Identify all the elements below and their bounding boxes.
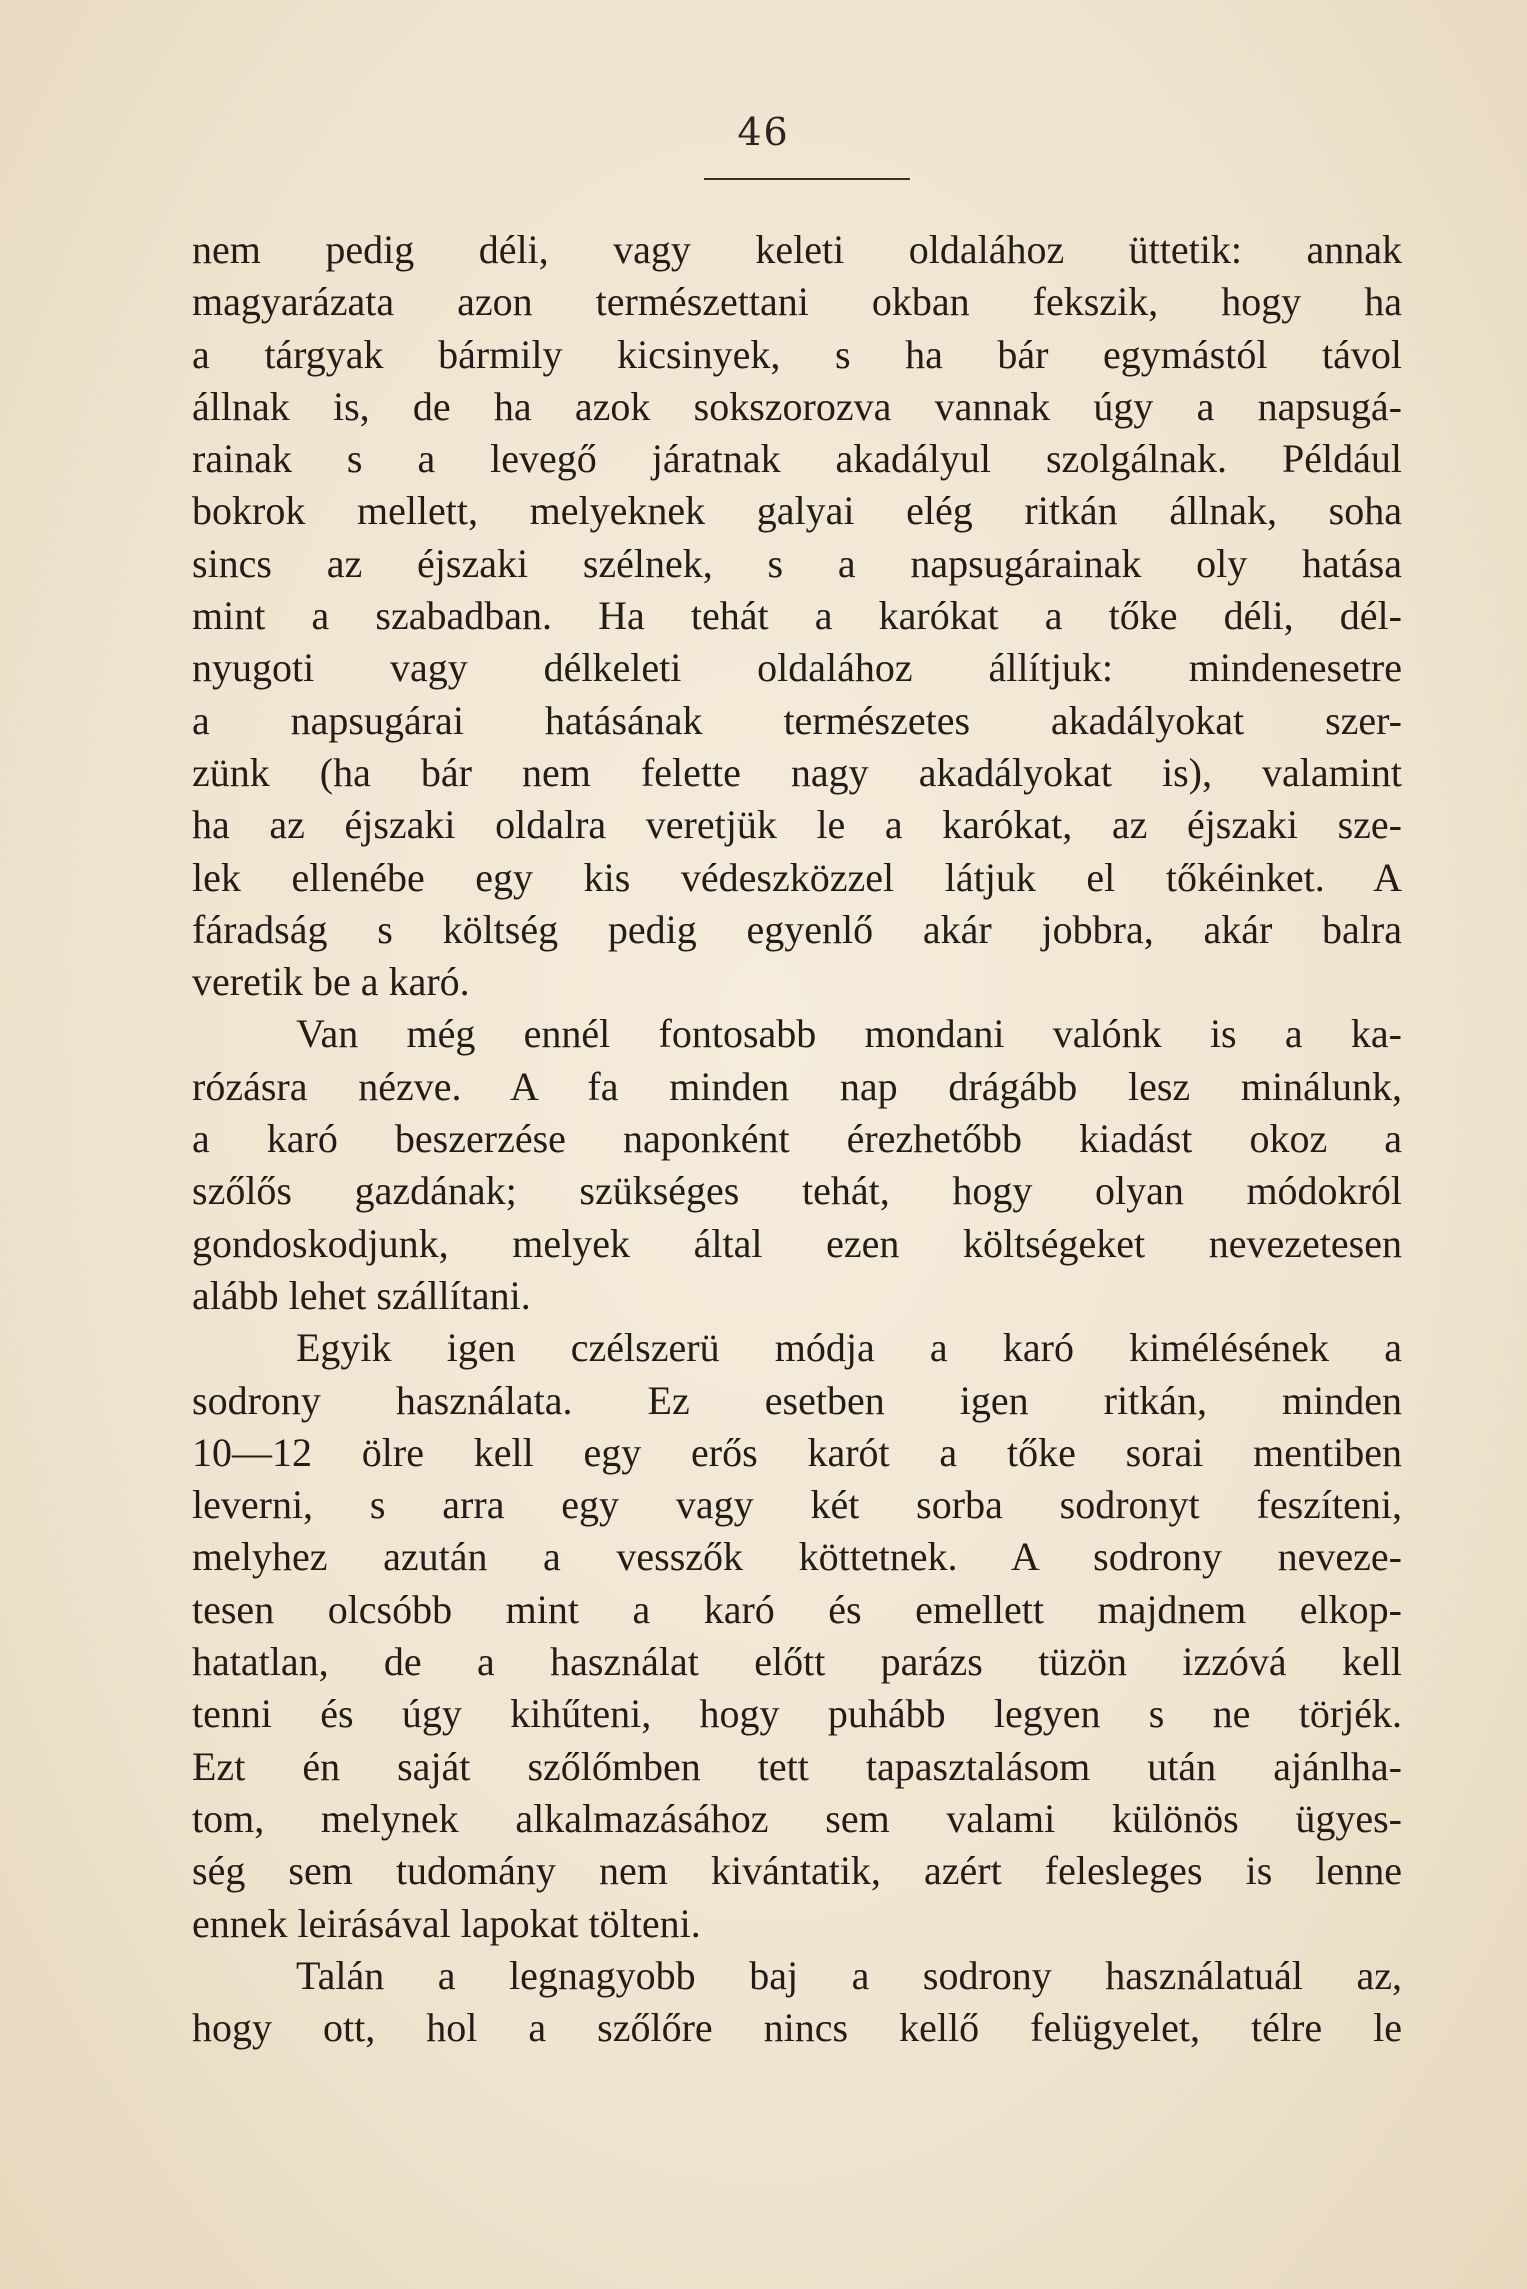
text-line: sincs az éjszaki szélnek, s a napsugárainak oly hatása <box>192 540 1402 586</box>
text-line: szőlős gazdának; szükséges tehát, hogy olyan módokról <box>192 1168 1402 1214</box>
page-number: 46 <box>737 110 790 154</box>
text-line: Talán a legnagyobb baj a sodrony használatuál az, <box>296 1952 1402 1998</box>
text-line: sodrony használata. Ez esetben igen ritkán, minden <box>192 1377 1402 1423</box>
text-line: ség sem tudomány nem kivántatik, azért felesleges is lenne <box>192 1848 1402 1894</box>
text-line: Ezt én saját szőlőmben tett tapasztalásom után ajánlha- <box>192 1743 1402 1789</box>
text-line: fáradság s költség pedig egyenlő akár jobbra, akár balra <box>192 906 1402 952</box>
text-line: veretik be a karó. <box>192 959 470 1005</box>
text-line: mint a szabadban. Ha tehát a karókat a tőke déli, dél- <box>192 593 1402 639</box>
text-line: rainak s a levegő járatnak akadályul szolgálnak. Például <box>192 436 1402 482</box>
text-line: nyugoti vagy délkeleti oldalához állítjuk: mindenesetre <box>192 645 1402 691</box>
text-line: ha az éjszaki oldalra veretjük le a karókat, az éjszaki sze- <box>192 802 1402 848</box>
text-line: tom, melynek alkalmazásához sem valami különös ügyes- <box>192 1795 1402 1841</box>
text-line: Egyik igen czélszerü módja a karó kimélésének a <box>296 1325 1402 1371</box>
text-line: lek ellenébe egy kis védeszközzel látjuk el tőkéinket. A <box>192 854 1402 900</box>
text-line: tenni és úgy kihűteni, hogy puhább legyen s ne törjék. <box>192 1691 1402 1737</box>
text-line: ennek leirásával lapokat tölteni. <box>192 1900 701 1946</box>
text-line: Van még ennél fontosabb mondani valónk is a ka- <box>296 1011 1402 1057</box>
text-line: leverni, s arra egy vagy két sorba sodronyt feszíteni, <box>192 1482 1402 1528</box>
text-line: tesen olcsóbb mint a karó és emellett majdnem elkop- <box>192 1586 1402 1632</box>
header-rule <box>704 178 910 180</box>
text-line: hatatlan, de a használat előtt parázs tüzön izzóvá kell <box>192 1639 1402 1685</box>
text-line: gondoskodjunk, melyek által ezen költségeket nevezetesen <box>192 1220 1402 1266</box>
text-line: bokrok mellett, melyeknek galyai elég ritkán állnak, soha <box>192 488 1402 534</box>
text-line: állnak is, de ha azok sokszorozva vannak úgy a napsugá- <box>192 383 1402 429</box>
text-line: a tárgyak bármily kicsinyek, s ha bár egymástól távol <box>192 331 1402 377</box>
text-line: a napsugárai hatásának természetes akadályokat szer- <box>192 697 1402 743</box>
text-line: zünk (ha bár nem felette nagy akadályokat is), valamint <box>192 749 1402 795</box>
text-line: hogy ott, hol a szőlőre nincs kellő felügyelet, télre le <box>192 2005 1402 2051</box>
text-line: nem pedig déli, vagy keleti oldalához üttetik: annak <box>192 227 1402 272</box>
text-line: melyhez azután a vesszők köttetnek. A sodrony neveze- <box>192 1534 1402 1580</box>
text-line: alább lehet szállítani. <box>192 1272 531 1318</box>
body-text <box>192 224 1402 2054</box>
text-line: a karó beszerzése naponként érezhetőbb kiadást okoz a <box>192 1116 1402 1162</box>
text-line: 10—12 ölre kell egy erős karót a tőke sorai mentiben <box>192 1429 1402 1475</box>
text-line: rózásra nézve. A fa minden nap drágább lesz minálunk, <box>192 1063 1402 1109</box>
text-line: magyarázata azon természettani okban fekszik, hogy ha <box>192 279 1402 325</box>
